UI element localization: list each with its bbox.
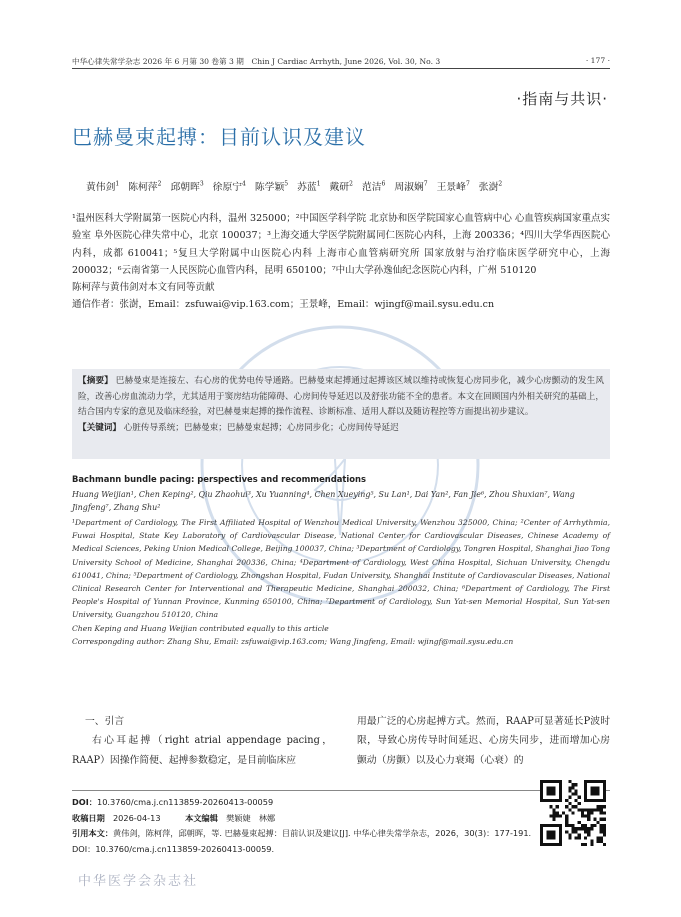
- author-name: 王景峰$^7$: [436, 181, 470, 194]
- keywords-label: 【关键词】: [78, 422, 121, 433]
- body-paragraph: 右心耳起搏（right atrial appendage pacing，RAAP）因操作简便、起搏参数稳定，是目前临床应: [72, 735, 332, 766]
- author-name: 张澍$^2$: [478, 181, 503, 194]
- abstract-text: 巴赫曼束是连接左、右心房的优势电传导通路。巴赫曼束起搏通过起搏该区域以维持或恢复心房同步化，减少心房颤动的发生风险，改善心房血流动力学，尤其适用于窦房结功能障碍、心房间传导延迟以及舒张功能不全的患者。本文在回顾国内外相关研究的基础上，结合国内专家的意见及临床经验，对巴赫曼束起搏的操作流程、诊断标准、适用人群以及随访程控等方面提出初步建议。: [78, 376, 604, 418]
- affiliation-text: ¹温州医科大学附属第一医院心内科，温州 325000；²中国医学科学院 北京协和医学院国家心血管病中心 心血管疾病国家重点实验室 阜外医院心律失常中心，北京 100037；³上海交通大学医学院附属同仁医院心内科，上海 200336；⁴四川大学华西医院心内科，成都 610041；⁵复旦大学附属中山医院心内科 上海市心血管病研究所 国家放射与治疗临床医学研究中心，上海 200032；⁶云南省第一人民医院心血管内科，昆明 650100；⁷中山大学孙逸仙纪念医院心内科，广州 510120: [72, 213, 610, 276]
- abstract-label: 【摘要】: [78, 376, 113, 386]
- author-name: 邱朝晖$^3$: [170, 181, 204, 194]
- footer-rule: [72, 790, 610, 791]
- page-title: 巴赫曼束起搏：目前认识及建议: [72, 125, 366, 149]
- author-name: 陈学颖$^5$: [254, 181, 289, 194]
- cite-text: 黄伟剑，陈柯萍，邱朝晖，等. 巴赫曼束起搏：目前认识及建议[J]. 中华心律失常学杂志，2026，30(3)：177-191. DOI：10.3760/cma.j.cn113859-20260413-00059.: [72, 828, 532, 854]
- corresponding-author: 通信作者：张澍，Email：zsfuwai@vip.163.com；王景峰，Email：wjingf@mail.sysu.edu.cn: [72, 299, 495, 311]
- received-label: 收稿日期: [72, 812, 105, 823]
- author-affiliation-mark: 7: [465, 181, 470, 188]
- english-affiliations: [72, 516, 610, 648]
- equal-contribution-note: 陈柯萍与黄伟剑对本文有同等贡献: [72, 282, 215, 294]
- qr-code-icon[interactable]: [540, 780, 606, 846]
- footer: [72, 795, 532, 857]
- logo-text: 中华医学会杂志社: [78, 874, 199, 889]
- affiliations-cn: [72, 210, 610, 314]
- journal-logo: [78, 870, 198, 889]
- author-affiliation-mark: 6: [381, 181, 386, 188]
- authors-cn: [86, 176, 556, 197]
- author-affiliation-mark: 3: [199, 181, 204, 188]
- header-rule: [72, 68, 610, 69]
- author-affiliation-mark: 1: [115, 181, 120, 188]
- english-title: Bachmann bundle pacing: perspectives and recommendations: [72, 474, 366, 484]
- author-affiliation-mark: 2: [498, 181, 503, 188]
- author-affiliation-mark: 4: [242, 181, 246, 188]
- english-corresponding: Correspongding author: Zhang Shu, Email: zsfuwai@vip.163.com; Wang Jingfeng, Email: wjingf@mail.sysu.edu.cn: [72, 636, 514, 646]
- author-name: 周淑娴$^7$: [394, 181, 428, 194]
- author-name: 黄伟剑$^1$: [86, 181, 120, 194]
- editor-names: 樊颖婕 林娜: [226, 812, 276, 823]
- author-name: 徐原宁$^4$: [212, 181, 246, 194]
- english-authors: Huang Weijian¹, Chen Keping², Qiu Zhaohui³, Xu Yuanning⁴, Chen Xueying⁵, Su Lan¹, Dai Yan², Fan Jie⁶, Zhou Shuxian⁷, Wang Jingfeng⁷, Zhang Shu²: [72, 490, 575, 513]
- author-name: 陈柯萍$^2$: [128, 181, 162, 194]
- author-affiliation-mark: 2: [349, 181, 353, 188]
- abstract: [78, 374, 604, 436]
- running-header: [72, 56, 610, 67]
- keywords-text: 心脏传导系统；巴赫曼束；巴赫曼束起搏；心房同步化；心房间传导延迟: [123, 422, 399, 433]
- doi-link[interactable]: 10.3760/cma.j.cn113859-20260413-00059: [97, 797, 274, 807]
- section-heading: 一、引言: [85, 716, 125, 727]
- doi-label: DOI：: [72, 797, 97, 807]
- author-affiliation-mark: 5: [284, 181, 289, 188]
- cite-label: 引用本文：: [72, 828, 113, 839]
- page-number: · 177 ·: [585, 56, 610, 65]
- english-equal-contribution: Chen Keping and Huang Weijian contributed equally to this article: [72, 623, 329, 633]
- author-name: 戴研$^2$: [329, 181, 353, 194]
- body-column-left: [72, 712, 332, 770]
- author-name: 苏蓝$^1$: [297, 181, 321, 194]
- author-name: 范洁$^6$: [361, 181, 386, 194]
- english-affiliation-text: ¹Department of Cardiology, The First Affiliated Hospital of Wenzhou Medical University, Wenzhou 325000, China; ²Center of Arrhythmia, Fuwai Hospital, State Key Laboratory of Cardiovascular Disease, National Center for Cardiovascular Diseases, Chinese Academy of Medical Sciences, Peking Union Medical College, Beijing 100037, China; ³Department of Cardiology, Tongren Hospital, Shanghai Jiao Tong University School of Medicine, Shanghai 200336, China; ⁴Department of Cardiology, West China Hospital, Sichuan University, Chengdu 610041, China; ⁵Department of Cardiology, Zhongshan Hospital, Fudan University, Shanghai Institute of Cardiovascular Diseases, National Clinical Research Center for Interventional and Therapeutic Medicine, Shanghai 200032, China; ⁶Department of Cardiology, The First People's Hospital of Yunnan Province, Kunming 650100, China; ⁷Department of Cardiology, Sun Yat-sen Memorial Hospital, Sun Yat-sen University, Guangzhou 510120, China: [72, 518, 610, 620]
- received-date: 2026-04-13: [112, 812, 161, 823]
- author-affiliation-mark: 2: [157, 181, 162, 188]
- body-paragraph-continued: 用最广泛的心房起搏方式。然而，RAAP可显著延长P波时限，导致心房传导时间延迟、心房失同步，进而增加心房颤动（房颤）以及心力衰竭（心衰）的: [357, 716, 610, 766]
- body-column-right: [357, 712, 610, 770]
- editor-label: 本文编辑: [185, 812, 218, 823]
- author-affiliation-mark: 1: [316, 181, 321, 188]
- running-header-text: 中华心律失常学杂志 2026 年 6 月第 30 卷第 3 期 Chin J Cardiac Arrhyth, June 2026, Vol. 30, No. 3: [72, 57, 441, 66]
- section-tag: ·指南与共识·: [516, 90, 608, 108]
- author-affiliation-mark: 7: [423, 181, 428, 188]
